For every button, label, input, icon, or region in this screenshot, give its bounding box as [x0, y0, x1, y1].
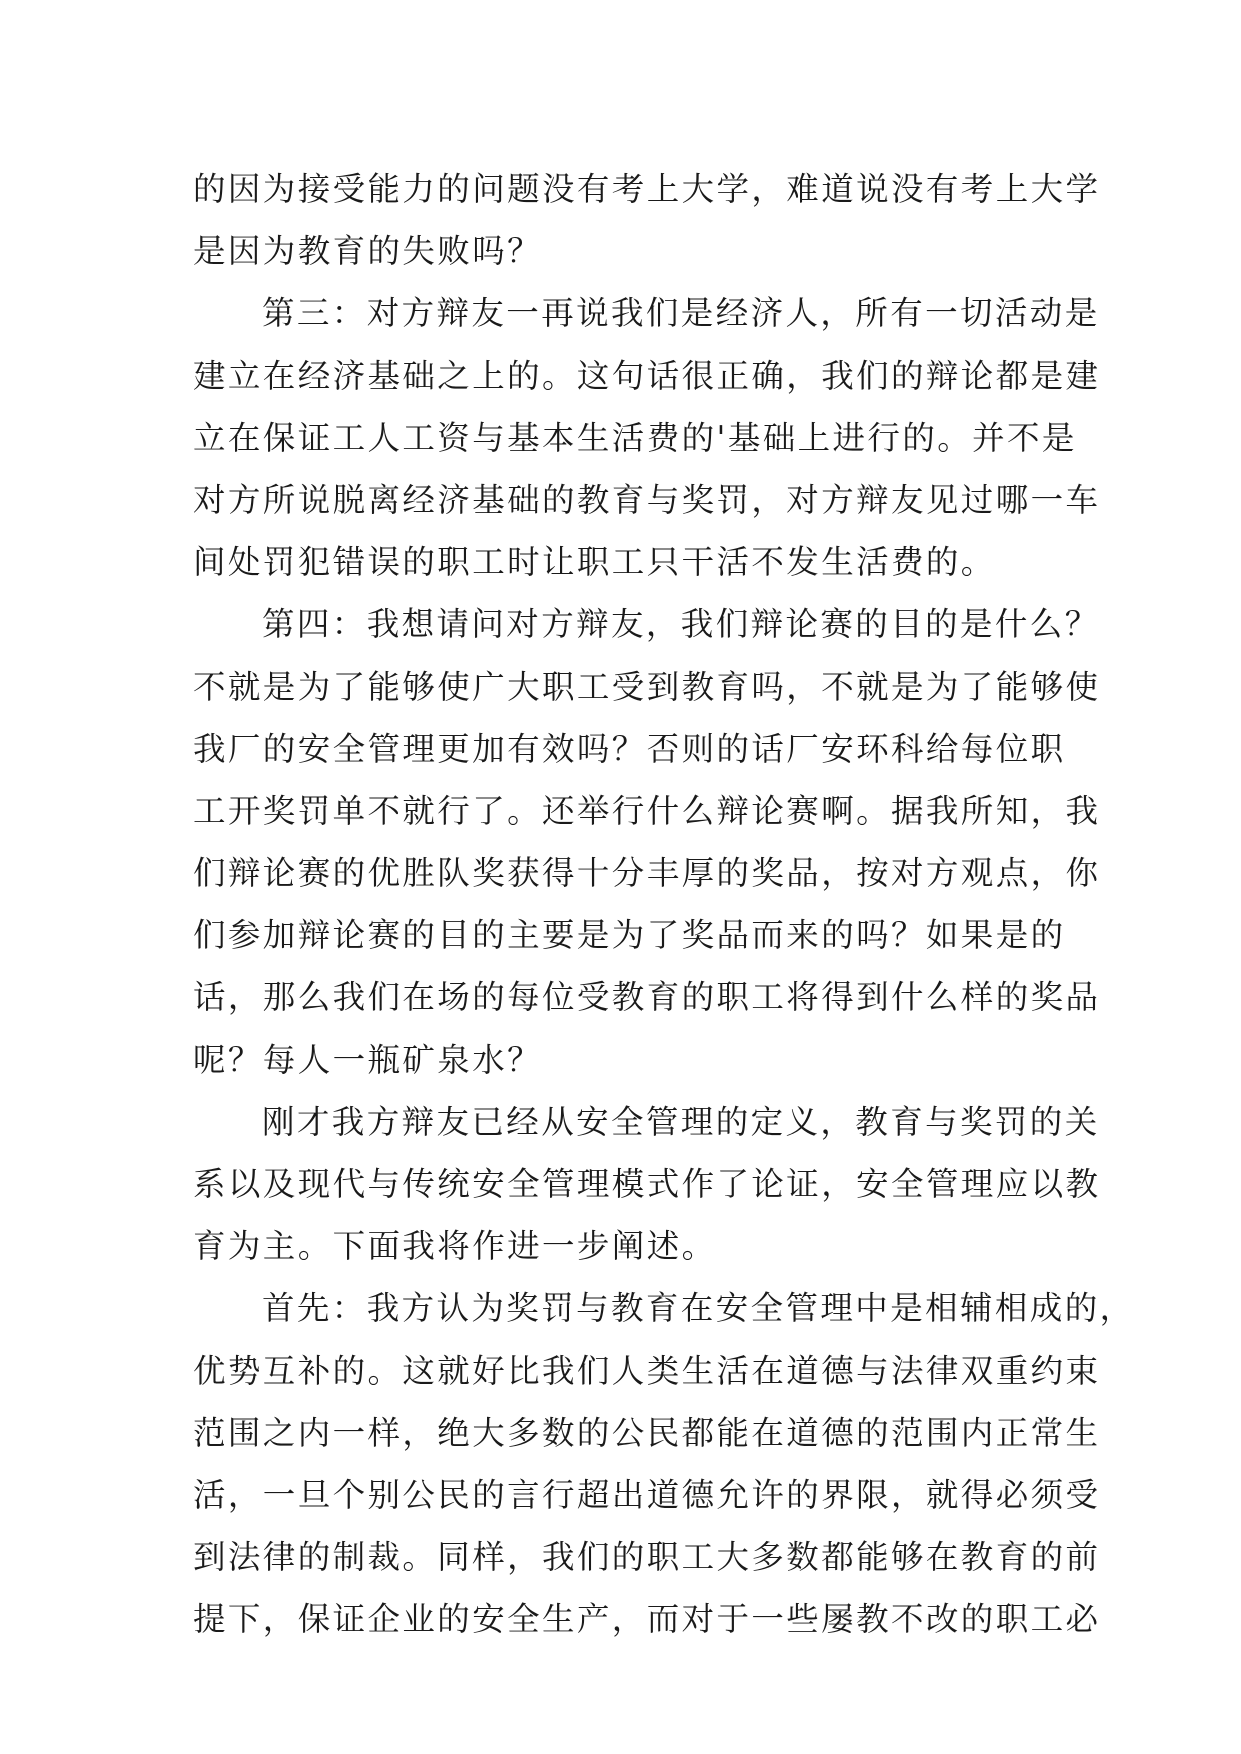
- text-line: 到法律的制裁。同样，我们的职工大多数都能够在教育的前: [193, 1538, 1101, 1577]
- text-line: 提下，保证企业的安全生产，而对于一些屡教不改的职工必: [193, 1600, 1101, 1639]
- text-line: 活，一旦个别公民的言行超出道德允许的界限，就得必须受: [193, 1475, 1101, 1514]
- paragraph-start-line: 首先：我方认为奖罚与教育在安全管理中是相辅相成的，: [262, 1289, 1135, 1328]
- paragraph-start-line: 刚才我方辩友已经从安全管理的定义，教育与奖罚的关: [262, 1102, 1100, 1141]
- text-line: 优势互补的。这就好比我们人类生活在道德与法律双重约束: [193, 1351, 1101, 1390]
- text-line: 是因为教育的失败吗？: [193, 232, 543, 271]
- document-body: [193, 158, 1135, 1651]
- text-line: 们辩论赛的优胜队奖获得十分丰厚的奖品，按对方观点，你: [193, 854, 1101, 893]
- text-line: 我厂的安全管理更加有效吗？否则的话厂安环科给每位职: [193, 729, 1066, 768]
- text-line: 立在保证工人工资与基本生活费的'基础上进行的。并不是: [193, 418, 1077, 457]
- text-line: 建立在经济基础之上的。这句话很正确，我们的辩论都是建: [193, 356, 1101, 395]
- text-line: 对方所说脱离经济基础的教育与奖罚，对方辩友见过哪一车: [193, 480, 1101, 519]
- text-line: 话，那么我们在场的每位受教育的职工将得到什么样的奖品: [193, 978, 1101, 1017]
- text-line: 们参加辩论赛的目的主要是为了奖品而来的吗？如果是的: [193, 916, 1066, 955]
- text-line: 范围之内一样，绝大多数的公民都能在道德的范围内正常生: [193, 1413, 1101, 1452]
- text-line: 不就是为了能够使广大职工受到教育吗，不就是为了能够使: [193, 667, 1101, 706]
- text-line: 工开奖罚单不就行了。还举行什么辩论赛啊。据我所知，我: [193, 791, 1101, 830]
- text-line: 育为主。下面我将作进一步阐述。: [193, 1227, 717, 1266]
- text-line: 间处罚犯错误的职工时让职工只干活不发生活费的。: [193, 543, 996, 582]
- text-line: 系以及现代与传统安全管理模式作了论证，安全管理应以教: [193, 1165, 1101, 1203]
- paragraph-start-line: 第四：我想请问对方辩友，我们辩论赛的目的是什么？: [262, 605, 1100, 644]
- text-line: 的因为接受能力的问题没有考上大学，难道说没有考上大学: [193, 170, 1101, 208]
- paragraph-start-line: 第三：对方辩友一再说我们是经济人，所有一切活动是: [262, 294, 1100, 333]
- text-line: 呢？每人一瓶矿泉水？: [193, 1040, 543, 1079]
